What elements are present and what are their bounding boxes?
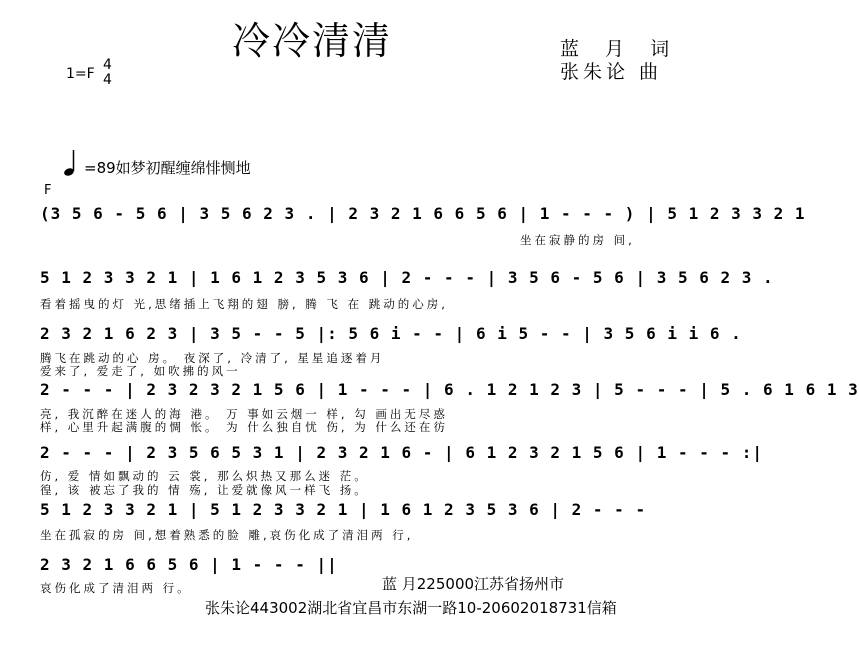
score-row-4-notes: 2 - - - | 2 3 2 3 2 1 5 6 | 1 - - - | 6 . 1 2 1 2 3 | 5 - - - | 5 . 6 1 6 1 3 [40, 380, 859, 399]
key-signature: 1=F [66, 66, 95, 82]
score-row-5-notes: 2 - - - | 2 3 5 6 5 3 1 | 2 3 2 1 6 - | 6 1 2 3 2 1 5 6 | 1 - - - :| [40, 443, 764, 462]
score-row-5-lyrics-verse2: 徨, 该 被忘了我的 情 殇, 让爱就像风一样飞 扬。 [40, 483, 369, 497]
song-title: 冷冷清清 [232, 19, 393, 63]
composer-credit: 张朱论 曲 [560, 61, 663, 83]
score-row-5-lyrics-verse1: 仿, 爱 情如飘动的 云 裳, 那么炽热又那么迷 茫。 [40, 469, 369, 483]
score-row-2-lyrics: 看着摇曳的灯 光,思绪插上飞翔的翅 膀, 腾 飞 在 跳动的心房, [40, 297, 448, 311]
score-row-7-lyrics: 哀伤化成了清泪两 行。 [40, 581, 192, 595]
chord-symbol: F [44, 183, 52, 198]
score-row-4-lyrics-verse2: 样, 心里升起满腹的惆 怅。 为 什么独自忧 伤, 为 什么还在彷 [40, 420, 448, 434]
time-signature-top: 4 [103, 57, 112, 73]
footer-address-lyricist: 蓝 月225000江苏省扬州市 [382, 575, 565, 593]
expression-marking: 如梦初醒缠绵悱恻地 [115, 159, 251, 177]
score-row-6-notes: 5 1 2 3 3 2 1 | 5 1 2 3 3 2 1 | 1 6 1 2 3 5 3 6 | 2 - - - [40, 500, 647, 519]
score-row-1-notes: (3 5 6 - 5 6 | 3 5 6 2 3 . | 2 3 2 1 6 6 5 6 | 1 - - - ) | 5 1 2 3 3 2 1 [40, 204, 806, 223]
score-row-3-lyrics-verse2: 爱来了, 爱走了, 如吹拂的风一 [40, 364, 241, 378]
score-row-3-lyrics-verse1: 腾飞在跳动的心 房。 夜深了, 冷清了, 星星追逐着月 [40, 351, 385, 365]
tempo-marking [84, 157, 251, 178]
lyricist-credit: 蓝 月 词 [560, 38, 680, 60]
time-signature [103, 58, 112, 88]
score-row-4-lyrics-verse1: 亮, 我沉醉在迷人的海 港。 万 事如云烟一 样, 勾 画出无尽惑 [40, 407, 448, 421]
time-signature-bottom: 4 [103, 72, 112, 88]
score-row-2-notes: 5 1 2 3 3 2 1 | 1 6 1 2 3 5 3 6 | 2 - - - | 3 5 6 - 5 6 | 3 5 6 2 3 . [40, 268, 774, 287]
score-row-7-notes: 2 3 2 1 6 6 5 6 | 1 - - - || [40, 555, 338, 574]
score-row-6-lyrics: 坐在孤寂的房 间,想着熟悉的脸 雕,哀伤化成了清泪两 行, [40, 528, 414, 542]
score-row-3-notes: 2 3 2 1 6 2 3 | 3 5 - - 5 |: 5 6 i - - | 6 i 5 - - | 3 5 6 i i 6 . [40, 324, 742, 343]
score-row-1-lyrics: 坐在寂静的房 间, [520, 233, 635, 247]
tempo-value: =89 [84, 159, 116, 177]
quarter-note-icon [62, 148, 82, 178]
footer-address-composer: 张朱论443002湖北省宜昌市东湖一路10-20602018731信箱 [205, 599, 617, 617]
